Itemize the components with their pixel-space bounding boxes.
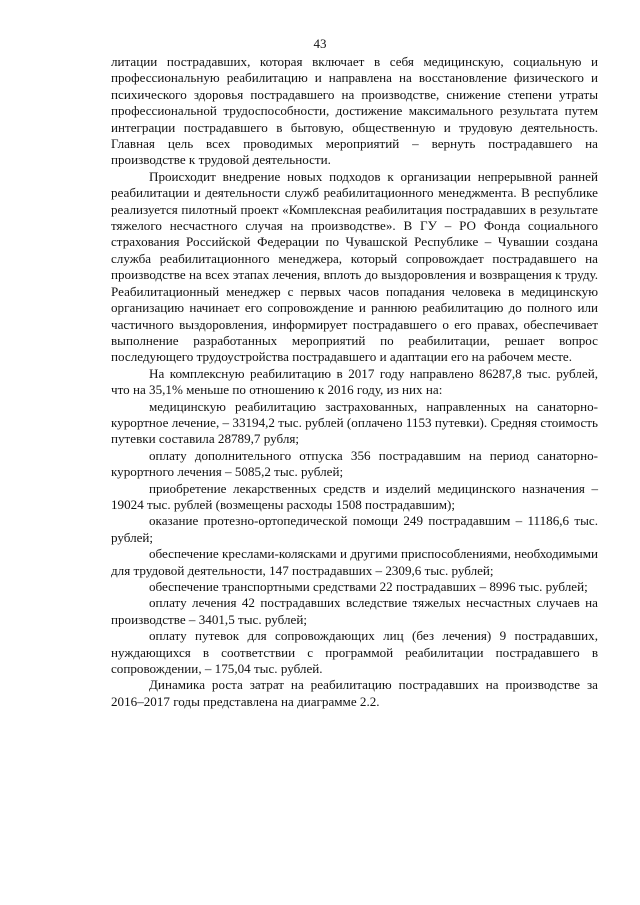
list-item-prosthetic-help: оказание протезно-ортопедической помощи 249 пострадавшим – 11186,6 тыс. рублей; <box>111 513 598 545</box>
paragraph-funding-total: На комплексную реабилитацию в 2017 году направлено 86287,8 тыс. рублей, что на 35,1% меньше по отношению к 2016 году, из них на: <box>111 365 598 398</box>
list-item-medicines: приобретение лекарственных средств и изделий медицинского назначения – 19024 тыс. рублей (возмещены расходы 1508 пострадавшим); <box>111 480 598 512</box>
list-item-vehicles: обеспечение транспортными средствами 22 пострадавших – 8996 тыс. рублей; <box>149 579 588 594</box>
list-item-wheelchairs: обеспечение креслами-колясками и другими приспособлениями, необходимыми для трудовой деятельности, 147 пострадавших – 2309,6 тыс. рублей; <box>111 546 598 578</box>
list-item-treatment-payment: оплату лечения 42 пострадавших вследствие тяжелых несчастных случаев на производстве – 3401,5 тыс. рублей; <box>111 595 598 627</box>
list-item-sanatorium-treatment: медицинскую реабилитацию застрахованных, направленных на санаторно-курортное лечение, – 33194,2 тыс. рублей (оплачено 1153 путевки). Средняя стоимость путевки составила 28789,7 рубля; <box>111 398 598 447</box>
paragraph-rehabilitation-continuation: литации пострадавших, которая включает в себя медицинскую, социальную и профессиональную реабилитацию и направлена на восстановление физического и психического здоровья пострадавшего на производстве, снижение степени утраты профессиональной трудоспособности, достижение максимального результата путем интеграции пострадавшего в бытовую, общественную и трудовую деятельность. Главная цель всех проводимых мероприятий – вернуть пострадавшего на производстве к трудовой деятельности. <box>111 54 598 168</box>
page-number: 43 <box>313 36 327 51</box>
paragraph-diagram-reference: Динамика роста затрат на реабилитацию пострадавших на производстве за 2016–2017 годы представлена на диаграмме 2.2. <box>111 677 598 709</box>
list-item-additional-leave: оплату дополнительного отпуска 356 пострадавшим на период санаторно-курортного лечения – 5085,2 тыс. рублей; <box>111 447 598 480</box>
paragraph-new-approaches: Происходит внедрение новых подходов к организации непрерывной ранней реабилитации и деятельности служб реабилитационного менеджмента. В республике реализуется пилотный проект «Комплексная реабилитация пострадавших в результате тяжелого несчастного случая на производстве». В ГУ – РО Фонда социального страхования Российской Федерации по Чувашской Республике – Чувашии создана служба реабилитационного менеджера, который сопровождает пострадавшего на производстве на всех этапах лечения, вплоть до выздоровления и возвращения к труду. Реабилитационный менеджер с первых часов попадания человека в медицинскую организацию начинает его сопровождение и раннюю реабилитацию до полного или частичного выздоровления, информирует пострадавшего о его правах, обеспечивает выполнение разработанных мероприятий по реабилитации, решает вопрос последующего трудоустройства пострадавшего и адаптации его на рабочем месте. <box>111 168 598 365</box>
list-item-escort-vouchers: оплату путевок для сопровождающих лиц (без лечения) 9 пострадавших, нуждающихся в соответствии с программой реабилитации пострадавшего в сопровождении, – 175,04 тыс. рублей. <box>111 628 598 677</box>
body-text <box>111 54 598 710</box>
